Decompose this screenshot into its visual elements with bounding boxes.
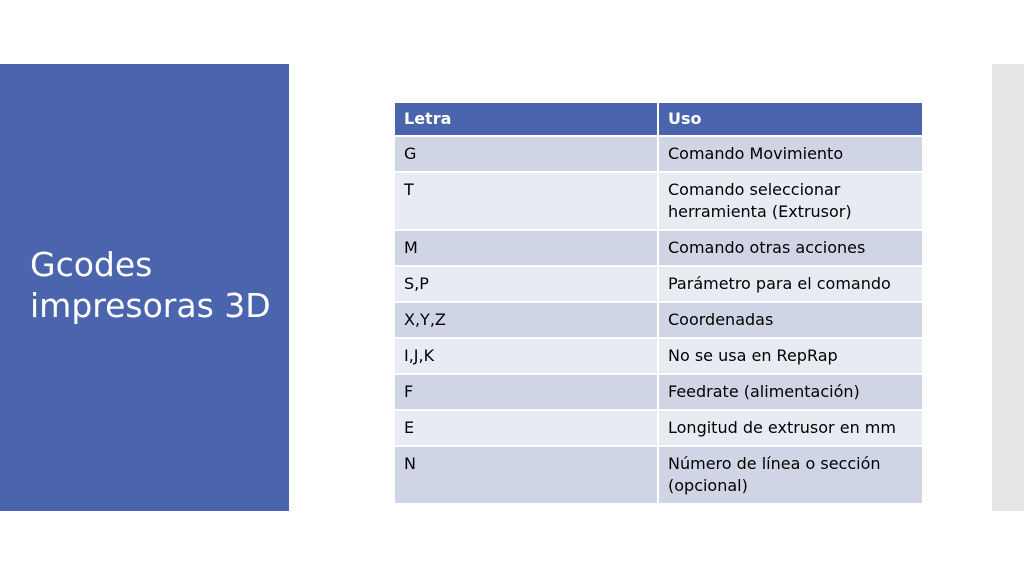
table-row xyxy=(395,339,922,375)
table-row xyxy=(395,173,922,231)
table-row xyxy=(395,375,922,411)
table-row xyxy=(395,137,922,173)
table-row xyxy=(395,447,922,505)
cell-uso: Coordenadas xyxy=(657,303,922,339)
cell-uso: No se usa en RepRap xyxy=(657,339,922,375)
cell-uso: Número de línea o sección (opcional) xyxy=(657,447,922,505)
table-row xyxy=(395,267,922,303)
cell-letra: I,J,K xyxy=(395,339,657,375)
cell-letra: G xyxy=(395,137,657,173)
cell-uso: Feedrate (alimentación) xyxy=(657,375,922,411)
slide-title: Gcodes impresoras 3D xyxy=(30,245,271,325)
table-row xyxy=(395,303,922,339)
cell-letra: N xyxy=(395,447,657,505)
cell-letra: E xyxy=(395,411,657,447)
cell-letra: T xyxy=(395,173,657,231)
table-row xyxy=(395,411,922,447)
table-header-row xyxy=(395,103,922,137)
gcode-table xyxy=(395,103,922,505)
cell-uso: Longitud de extrusor en mm xyxy=(657,411,922,447)
cell-letra: S,P xyxy=(395,267,657,303)
header-letra: Letra xyxy=(395,103,657,137)
cell-letra: F xyxy=(395,375,657,411)
cell-uso: Parámetro para el comando xyxy=(657,267,922,303)
cell-uso: Comando otras acciones xyxy=(657,231,922,267)
cell-uso: Comando Movimiento xyxy=(657,137,922,173)
table-row xyxy=(395,231,922,267)
right-decor-strip xyxy=(992,64,1024,511)
header-uso: Uso xyxy=(657,103,922,137)
cell-letra: X,Y,Z xyxy=(395,303,657,339)
cell-letra: M xyxy=(395,231,657,267)
gcode-table-container xyxy=(395,103,922,505)
cell-uso: Comando seleccionar herramienta (Extrusor) xyxy=(657,173,922,231)
